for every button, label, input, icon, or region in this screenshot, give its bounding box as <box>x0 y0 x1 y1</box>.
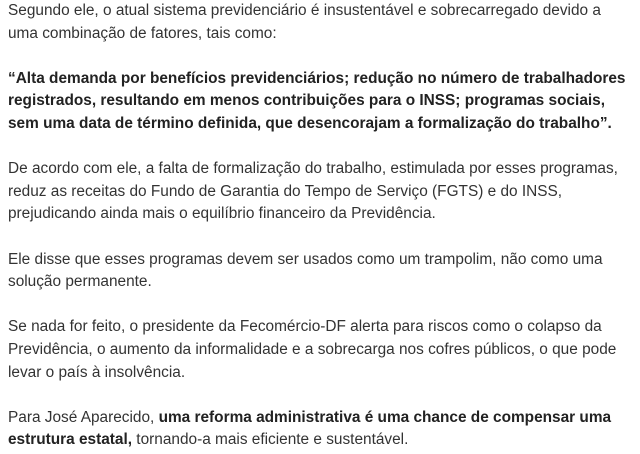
quote-bold-text: “Alta demanda por benefícios previdenciários; redução no número de trabalhadores registrados, resultando em menos contribuições para o INSS; programas sociais, sem uma data de término definida, que desencorajam a formalização do trabalho”. <box>8 69 626 132</box>
paragraph-quote <box>8 68 632 136</box>
paragraph-intro: Segundo ele, o atual sistema previdenciário é insustentável e sobrecarregado devido a uma combinação de fatores, tais como: <box>8 2 601 42</box>
paragraph-reform <box>8 407 632 452</box>
reform-intro-text: Para José Aparecido, <box>8 408 159 426</box>
paragraph-trampoline: Ele disse que esses programas devem ser usados como um trampolim, não como uma solução permanente. <box>8 250 603 291</box>
paragraph-formalization: De acordo com ele, a falta de formalização do trabalho, estimulada por esses programas, reduz as receitas do Fundo de Garantia do Tempo de Serviço (FGTS) e do INSS, prejudicando ainda mais o equilíbrio financeiro da Previdência. <box>8 160 618 223</box>
paragraph-risks: Se nada for feito, o presidente da Fecomércio-DF alerta para riscos como o colapso da Previdência, o aumento da informalidade e a sobrecarga nos cofres públicos, o que pode levar o país à insolvência. <box>8 318 617 381</box>
reform-bold-text: uma reforma administrativa é uma chance de compensar uma estrutura estatal, <box>8 408 612 449</box>
reform-rest-text: tornando-a mais eficiente e sustentável. <box>132 431 409 449</box>
